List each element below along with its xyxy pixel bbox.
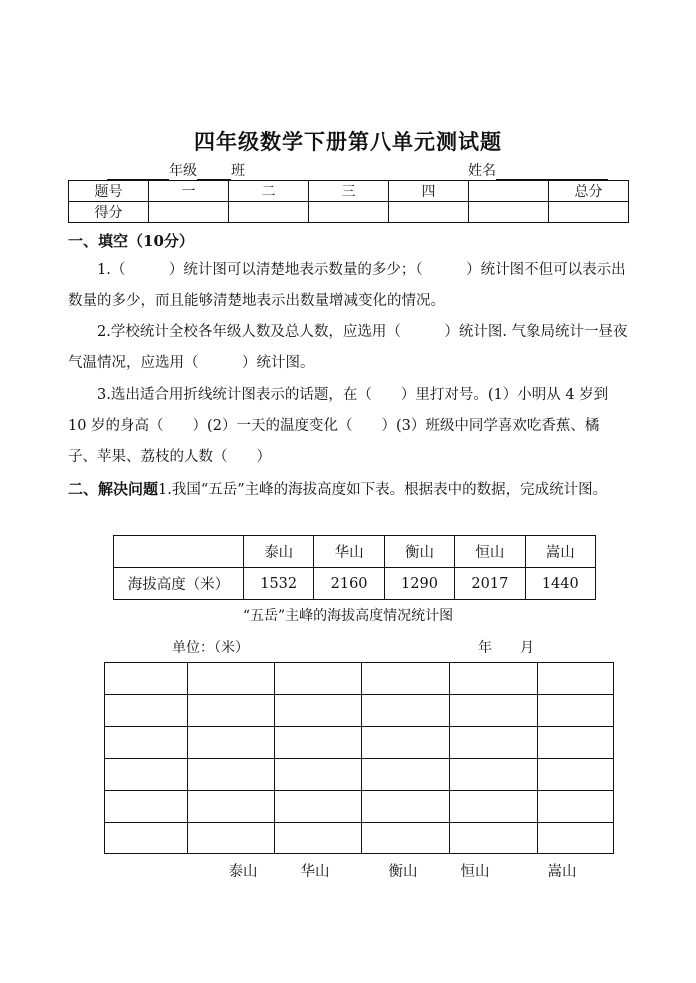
- altitude-row-label: 海拔高度（米）: [114, 568, 244, 600]
- score-header-cell: 一: [149, 181, 229, 202]
- chart-date-label: 年 月: [478, 640, 534, 656]
- grid-line: [449, 663, 450, 853]
- question-1-3: 3.选出适合用折线统计图表示的话题，在（ ）里打对号。(1）小明从 4 岁到 10 岁的身高（ ）(2）一天的温度变化（ ）(3）班级中同学喜欢吃香蕉、橘子、苹果、荔枝的人数（ ）: [68, 387, 609, 465]
- x-axis-label: 嵩山: [547, 864, 577, 880]
- grade-blank[interactable]: [107, 164, 169, 180]
- altitude-value: 2160: [314, 568, 384, 600]
- score-header-cell: 三: [309, 181, 389, 202]
- class-label: 班: [231, 163, 245, 179]
- score-value-row: [69, 202, 629, 223]
- x-axis-label: 恒山: [460, 864, 490, 880]
- score-cell[interactable]: [549, 202, 629, 223]
- altitude-header-cell: 恒山: [455, 536, 525, 568]
- class-blank[interactable]: [197, 164, 231, 180]
- chart-caption: “五岳”主峰的海拔高度情况统计图: [242, 608, 454, 624]
- altitude-value: 1440: [525, 568, 595, 600]
- name-blank[interactable]: [496, 164, 608, 180]
- grade-label: 年级: [169, 163, 197, 179]
- altitude-value: 1290: [384, 568, 454, 600]
- grid-line: [274, 663, 275, 853]
- altitude-header-cell: 泰山: [244, 536, 314, 568]
- score-cell[interactable]: [229, 202, 309, 223]
- question-1-2: 2.学校统计全校各年级人数及总人数，应选用（ ）统计图. 气象局统计一昼夜气温情况，应选用（ ）统计图。: [68, 324, 628, 371]
- altitude-header-cell: 嵩山: [525, 536, 595, 568]
- altitude-value: 1532: [244, 568, 314, 600]
- grade-class-line: [107, 160, 245, 180]
- score-header-cell: 四: [389, 181, 469, 202]
- altitude-header-cell: [114, 536, 244, 568]
- altitude-table: [113, 535, 596, 600]
- score-header-cell: 二: [229, 181, 309, 202]
- altitude-header-cell: 衡山: [384, 536, 454, 568]
- grid-line: [187, 663, 188, 853]
- x-axis-label: 华山: [300, 864, 330, 880]
- score-header-cell: 题号: [69, 181, 149, 202]
- chart-unit-label: 单位：（米）: [172, 640, 249, 656]
- score-header-row: [69, 181, 629, 202]
- section-2-block: [68, 474, 628, 506]
- score-header-cell: [469, 181, 549, 202]
- grid-line: [361, 663, 362, 853]
- score-row-label: 得分: [69, 202, 149, 223]
- section-2-heading: 二、解决问题: [68, 480, 159, 498]
- x-axis-label: 泰山: [228, 864, 258, 880]
- score-cell[interactable]: [389, 202, 469, 223]
- score-cell[interactable]: [309, 202, 389, 223]
- score-cell[interactable]: [149, 202, 229, 223]
- blank-chart-grid[interactable]: [104, 662, 614, 854]
- altitude-value: 2017: [455, 568, 525, 600]
- question-1-1: 1.（ ）统计图可以清楚地表示数量的多少；（ ）统计图不但可以表示出数量的多少，而且能够清楚地表示出数量增减变化的情况。: [68, 262, 626, 309]
- name-line: [468, 160, 608, 180]
- score-table: [68, 180, 629, 223]
- altitude-header-row: [114, 536, 596, 568]
- grid-line: [537, 663, 538, 853]
- altitude-header-cell: 华山: [314, 536, 384, 568]
- name-label: 姓名: [468, 163, 496, 179]
- score-cell[interactable]: [469, 202, 549, 223]
- score-header-cell: 总分: [549, 181, 629, 202]
- section-1-heading: 一、填空（10分）: [68, 232, 194, 250]
- x-axis-label: 衡山: [388, 864, 418, 880]
- altitude-value-row: [114, 568, 596, 600]
- question-2-1: 1.我国“五岳”主峰的海拔高度如下表。根据表中的数据，完成统计图。: [158, 482, 608, 498]
- page-title: 四年级数学下册第八单元测试题: [194, 129, 502, 154]
